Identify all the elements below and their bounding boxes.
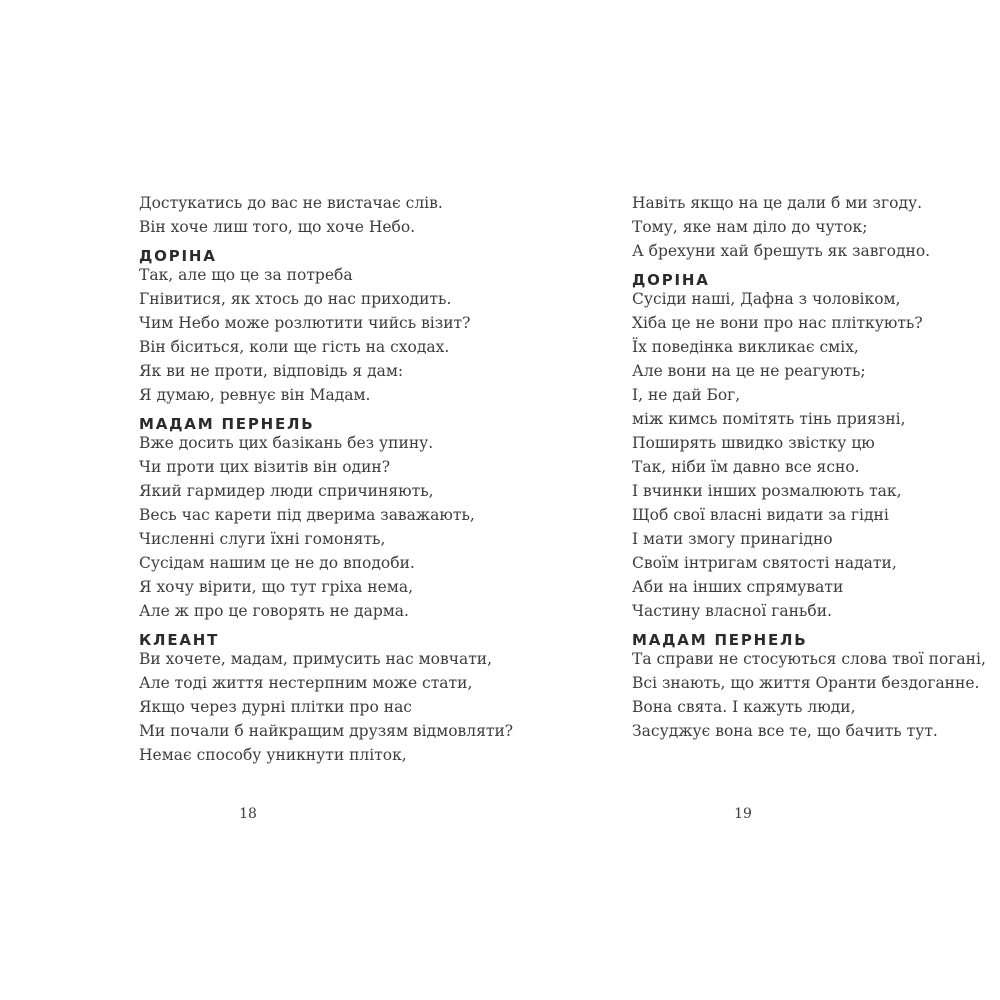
verse-line: Я думаю, ревнує він Мадам. [139,386,371,404]
verse-line: Гнівитися, як хтось до нас приходить. [139,290,452,308]
verse-line: Ви хочете, мадам, примусить нас мовчати, [139,650,493,668]
speaker-heading: МАДАМ ПЕРНЕЛЬ [632,631,808,649]
verse-line: Вона свята. І кажуть люди, [632,698,856,716]
verse-line: Засуджує вона все те, що бачить тут. [632,722,938,740]
verse-line: Немає способу уникнути пліток, [139,746,407,764]
verse-line: Чи проти цих візитів він один? [139,458,391,476]
verse-line: Але ж про це говорять не дарма. [139,602,409,620]
verse-line: Так, ніби їм давно все ясно. [632,458,860,476]
speaker-heading: КЛЕАНТ [139,631,220,649]
page-right [500,0,1000,1000]
verse-line: Хіба це не вони про нас пліткують? [632,314,923,332]
verse-line: Поширять швидко звістку цю [632,434,875,452]
verse-line: Весь час карети під дверима заважають, [139,506,475,524]
verse-line: І вчинки інших розмалюють так, [632,482,902,500]
verse-line: Але тоді життя нестерпним може стати, [139,674,473,692]
verse-line: Сусіди наші, Дафна з чоловіком, [632,290,901,308]
verse-line: Якщо через дурні плітки про нас [139,698,412,716]
verse-line: А брехуни хай брешуть як завгодно. [632,242,931,260]
verse-line: Всі знають, що життя Оранти бездоганне. [632,674,980,692]
verse-line: Сусідам нашим це не до вподоби. [139,554,415,572]
verse-line: Так, але що це за потреба [139,266,353,284]
verse-line: Тому, яке нам діло до чуток; [632,218,868,236]
verse-line: Своїм інтригам святості надати, [632,554,897,572]
page-left-text [0,0,514,767]
speaker-heading: ДОРІНА [632,271,710,289]
speaker-heading: ДОРІНА [139,247,217,265]
verse-line: Їх поведінка викликає сміх, [632,338,859,356]
verse-line: Ми почали б найкращим друзям відмовляти? [139,722,514,740]
speaker-heading: МАДАМ ПЕРНЕЛЬ [139,415,315,433]
verse-line: Достукатись до вас не вистачає слів. [139,194,443,212]
verse-line: Частину власної ганьби. [632,602,832,620]
verse-line: І мати змогу принагідно [632,530,833,548]
verse-line: Він біситься, коли ще гість на сходах. [139,338,450,356]
verse-line: Але вони на це не реагують; [632,362,866,380]
verse-line: Як ви не проти, відповідь я дам: [139,362,404,380]
verse-line: Та справи не стосуються слова твої погані, [632,650,986,668]
verse-line: Щоб свої власні видати за гідні [632,506,889,524]
page-right-text [500,0,1000,743]
verse-line: І, не дай Бог, [632,386,741,404]
page-number-left: 18 [239,806,257,822]
verse-line: Аби на інших спрямувати [632,578,844,596]
verse-line: між кимсь помітять тінь приязні, [632,410,906,428]
verse-line: Він хоче лиш того, що хоче Небо. [139,218,416,236]
verse-line: Навіть якщо на це дали б ми згоду. [632,194,923,212]
verse-line: Який гармидер люди спричиняють, [139,482,434,500]
verse-line: Вже досить цих базікань без упину. [139,434,434,452]
verse-line: Я хочу вірити, що тут гріха нема, [139,578,414,596]
page-number-right: 19 [734,806,752,822]
verse-line: Чим Небо може розлютити чийсь візит? [139,314,471,332]
verse-line: Численні слуги їхні гомонять, [139,530,386,548]
